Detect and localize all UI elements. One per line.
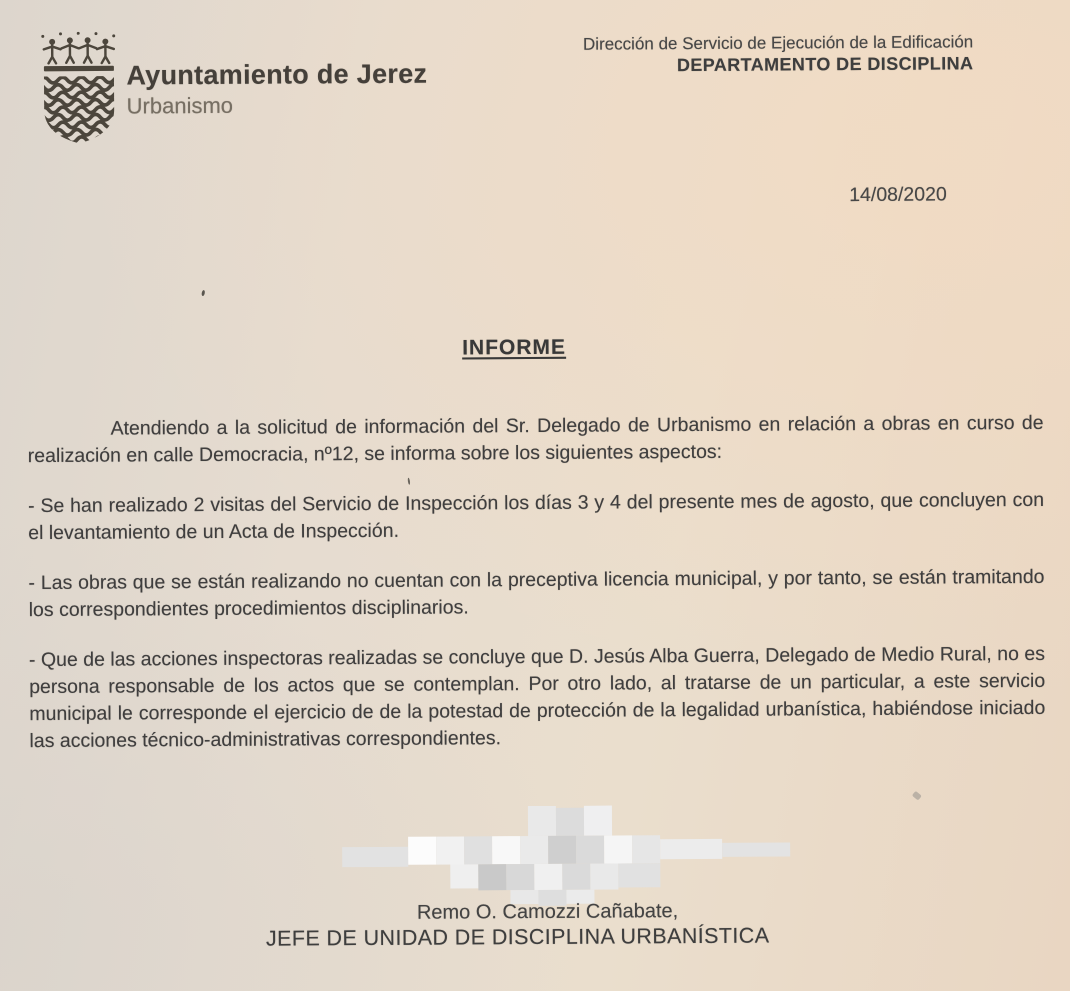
document-title [0, 333, 1029, 363]
paragraph-visitas: - Se han realizado 2 visitas del Servicio de Inspección los días 3 y 4 del presente mes de agosto, que concluyen con el levantamiento de un Acta de Inspección. [27, 488, 1045, 545]
scan-speck [912, 791, 922, 801]
department-block [583, 32, 974, 76]
brand-block [126, 59, 427, 120]
department-direction-line: Dirección de Servicio de Ejecución de la Edificación [582, 32, 974, 54]
brand-name: Ayuntamiento de Jerez [126, 58, 428, 91]
brand-subtitle: Urbanismo [126, 92, 234, 119]
scan-speck [201, 290, 205, 296]
signer-name: Remo O. Camozzi Cañabate, [416, 900, 679, 924]
paragraph-licencia: - Las obras que se están realizando no cuentan con la preceptiva licencia municipal, y por tanto, se están tramitando los correspondientes procedimientos disciplinarios. [28, 565, 1045, 622]
department-name-line: DEPARTAMENTO DE DISCIPLINA [676, 53, 974, 76]
document-body [28, 410, 1046, 778]
redacted-signature-mosaic [332, 804, 798, 907]
paragraph-intro: Atendiendo a la solicitud de información del Sr. Delegado de Urbanismo en relación a obras en curso de realización en calle Democracia, nº12, se informa sobre los siguientes aspectos: [27, 411, 1044, 468]
document-date: 14/08/2020 [849, 183, 947, 207]
document-title-text: INFORME [462, 335, 567, 360]
signer-title: JEFE DE UNIDAD DE DISCIPLINA URBANÍSTICA [265, 923, 770, 951]
paragraph-conclusion: - Que de las acciones inspectoras realizadas se concluye que D. Jesús Alba Guerra, Delegado de Medio Rural, no es persona responsable de los actos que se contemplan. Por otro lado, al tratarse de un particular, a este servicio municipal le corresponde el ejercicio de de la potestad de protección de la legalidad urbanística, habiéndose iniciado las acciones técnico-administrativas correspondientes. [28, 642, 1046, 753]
jerez-coat-of-arms-logo [37, 29, 122, 152]
